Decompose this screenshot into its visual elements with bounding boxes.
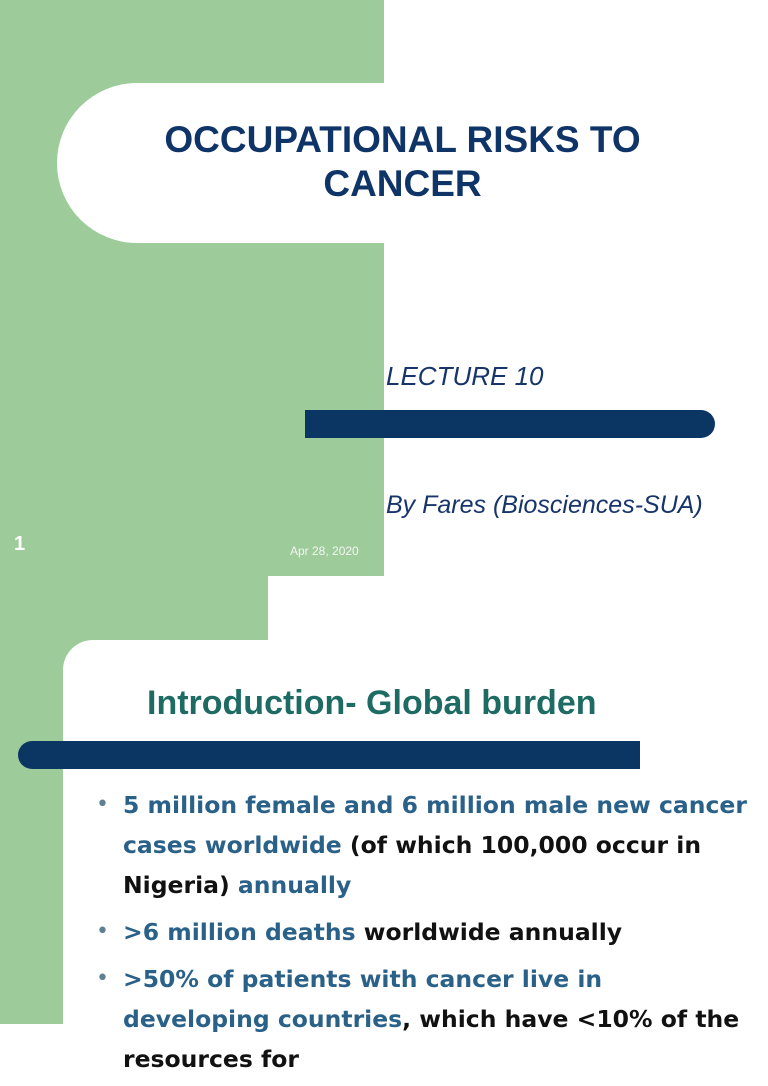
lecture-subtitle: LECTURE 10 [386,361,544,391]
bullet-highlight: 5 million female and 6 million male new cancer cases worldwide [123,791,747,859]
divider-bar [305,410,715,438]
bullet-text: , which have <10% of the resources for [123,1005,740,1073]
bullet-list [96,785,756,1086]
bullet-text: worldwide annually [355,918,623,946]
title-line-2: CANCER [323,163,482,204]
bullet-highlight: >50% of patients with cancer live in developing countries [123,965,603,1033]
section-divider-bar [18,741,640,769]
bullet-item [96,959,756,1079]
author-byline: By Fares (Biosciences-SUA) [386,491,703,519]
slide-number: 1 [14,533,26,555]
title-line-1: OCCUPATIONAL RISKS TO [164,119,641,160]
section-title: Introduction- Global burden [147,684,597,722]
bullet-highlight: annually [237,871,352,899]
slide-date: Apr 28, 2020 [290,544,359,558]
bullet-text: (of which 100,000 occur in Nigeria) [123,831,702,899]
bullet-item [96,785,756,905]
bullet-item [96,912,756,952]
slide-title [110,118,695,206]
bullet-highlight: >6 million deaths [123,918,356,946]
